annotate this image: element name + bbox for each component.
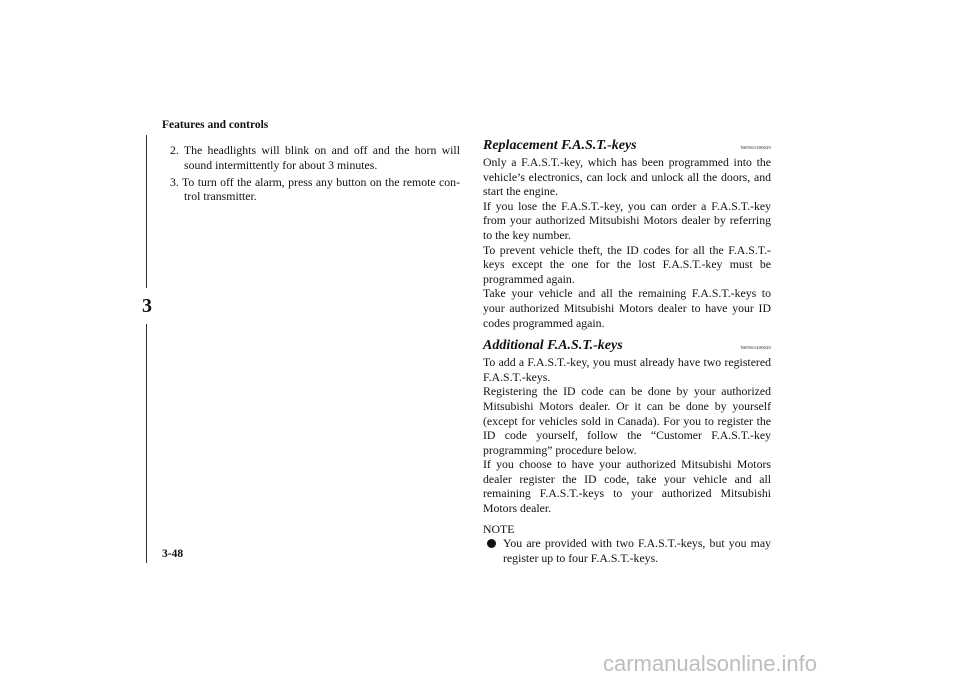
note-text: You are provided with two F.A.S.T.-keys, but you may register up to four F.A.S.T.-keys.: [503, 536, 771, 565]
margin-rule: [146, 135, 147, 563]
chapter-tab: 3: [136, 288, 158, 324]
section-header: Features and controls: [162, 119, 269, 131]
paragraph: To add a F.A.S.T.-key, you must already have two registered F.A.S.T.-keys.: [483, 355, 771, 384]
additional-heading-text: Additional F.A.S.T.-keys: [483, 338, 623, 354]
note-bullet: [483, 536, 771, 565]
paragraph: Only a F.A.S.T.-key, which has been programmed into the vehicle’s electronics, can lock and unlock all the doors, and start the engine.: [483, 155, 771, 199]
replacement-heading: [483, 137, 771, 155]
page-number: 3-48: [162, 548, 184, 560]
paragraph: To prevent vehicle theft, the ID codes for all the F.A.S.T.-keys except the one for the lost F.A.S.T.-key must be programmed again.: [483, 242, 771, 286]
paragraph: Registering the ID code can be done by your authorized Mitsubishi Motors dealer. Or it can be done by yourself (except for vehicles sold in Canada). For you to register the ID code yourself, follow the “Customer F.A.S.T.-key programming” procedure below.: [483, 384, 771, 457]
additional-heading: [483, 337, 771, 355]
paragraph: Take your vehicle and all the remaining F.A.S.T.-keys to your authorized Mitsubishi Motors dealer to have your ID codes programmed again.: [483, 286, 771, 330]
watermark: carmanualsonline.info: [603, 651, 818, 676]
note-label: NOTE: [483, 521, 515, 536]
list-item: 2. The headlights will blink on and off and the horn will sound intermittently for about 3 minutes.: [170, 143, 460, 172]
right-column: [483, 137, 771, 565]
replacement-heading-text: Replacement F.A.S.T.-keys: [483, 138, 637, 153]
list-item: 3. To turn off the alarm, press any button on the remote con-trol transmitter.: [170, 174, 460, 204]
left-column: [170, 143, 460, 206]
paragraph: If you choose to have your authorized Mitsubishi Motors dealer register the ID code, take your vehicle and all remaining F.A.S.T.-keys to your authorized Mitsubishi Motors dealer.: [483, 457, 771, 516]
replacement-code: N00561300029: [740, 145, 771, 150]
paragraph: If you lose the F.A.S.T.-key, you can order a F.A.S.T.-key from your authorized Mitsubishi Motors dealer by referring to the key number.: [483, 198, 771, 242]
additional-code: N00561400020: [740, 345, 771, 351]
bullet-icon: [487, 539, 496, 548]
